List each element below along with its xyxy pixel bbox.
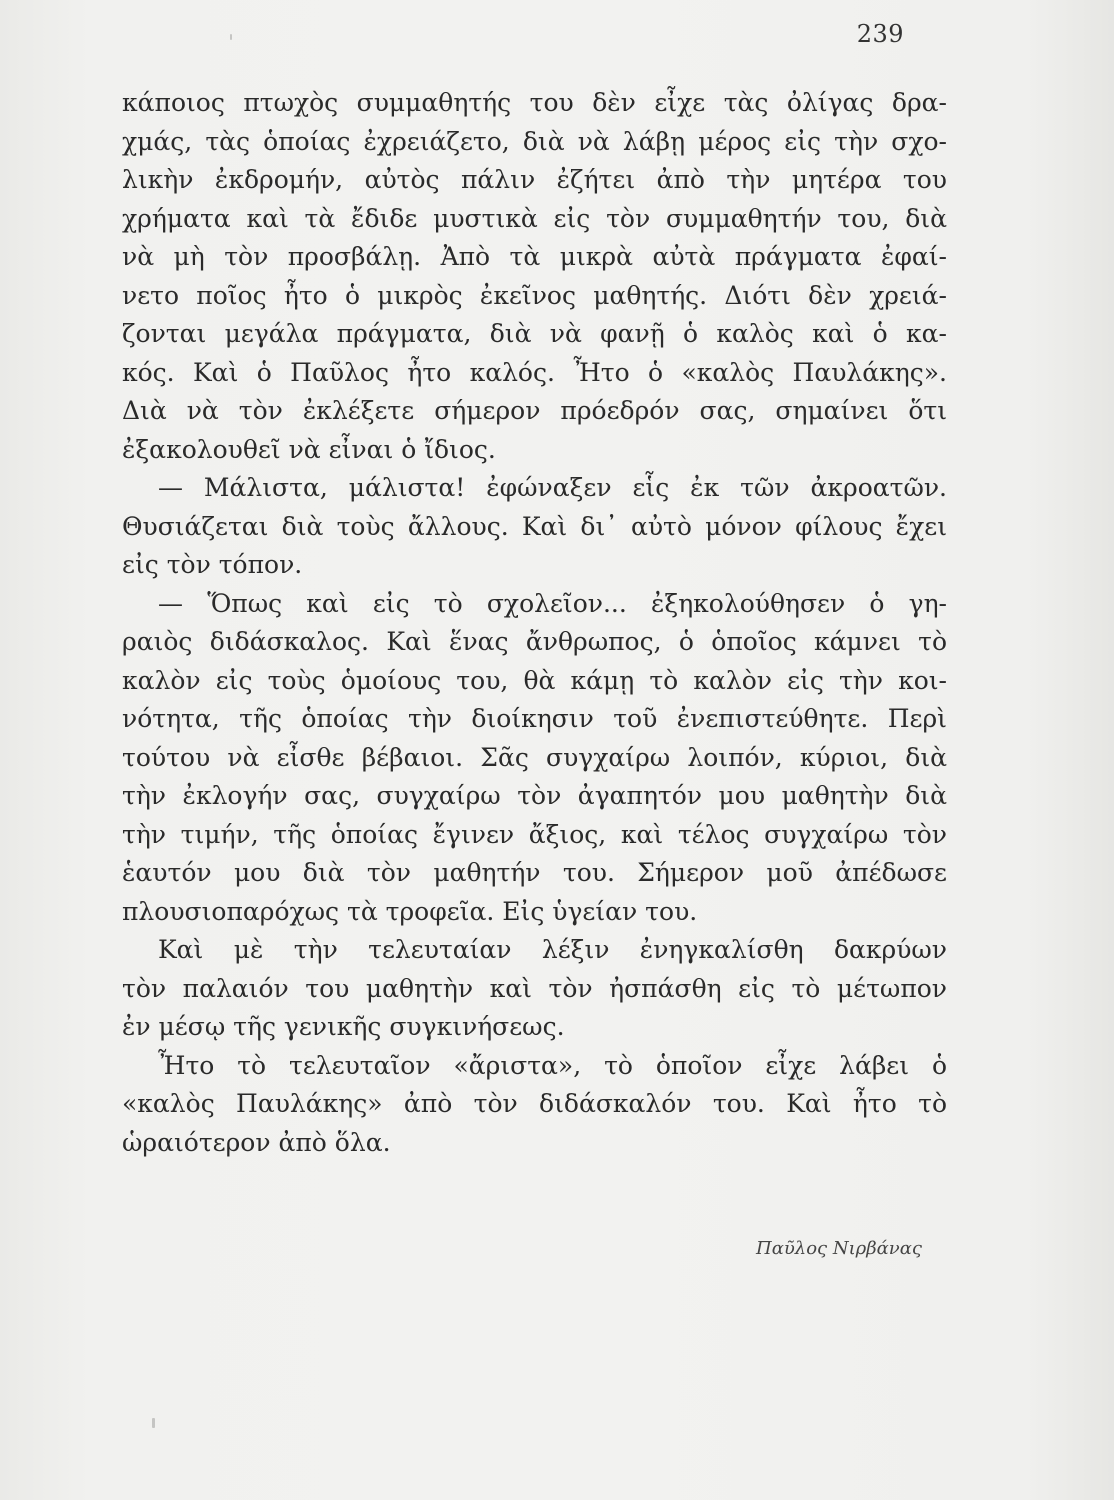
text-line: Ἦτο τὸ τελευταῖον «ἄριστα», τὸ ὁποῖον εἶχε λάβει ὁ: [158, 1050, 947, 1080]
text-line: ἐξακολουθεῖ νὰ εἶναι ὁ ἴδιος.: [122, 434, 496, 464]
text-line: «καλὸς Παυλάκης» ἀπὸ τὸν διδάσκαλόν του. Καὶ ἦτο τὸ: [122, 1089, 947, 1118]
text-line: τὴν ἐκλογήν σας, συγχαίρω τὸν ἀγαπητόν μου μαθητὴν διὰ: [122, 781, 947, 810]
text-line: — Ὅπως καὶ εἰς τὸ σχολεῖον... ἐξηκολούθησεν ὁ γη-: [158, 588, 947, 618]
text-line: νετο ποῖος ἦτο ὁ μικρὸς ἐκεῖνος μαθητής. Διότι δὲν χρειά-: [122, 280, 947, 310]
text-line: νότητα, τῆς ὁποίας τὴν διοίκησιν τοῦ ἐνεπιστεύθητε. Περὶ: [122, 704, 947, 733]
text-line: Θυσιάζεται διὰ τοὺς ἄλλους. Καὶ δι᾽ αὐτὸ μόνον φίλους ἔχει: [122, 511, 947, 541]
body-text: [122, 84, 947, 1162]
text-line: χρήματα καὶ τὰ ἔδιδε μυστικὰ εἰς τὸν συμμαθητήν του, διὰ: [122, 203, 947, 233]
text-line: κός. Καὶ ὁ Παῦλος ἦτο καλός. Ἦτο ὁ «καλὸς Παυλάκης».: [122, 357, 947, 387]
text-line: ἑαυτόν μου διὰ τὸν μαθητήν του. Σήμερον μοῦ ἀπέδωσε: [122, 858, 947, 887]
text-line: λικὴν ἐκδρομήν, αὐτὸς πάλιν ἐζήτει ἀπὸ τὴν μητέρα του: [122, 165, 947, 194]
text-line: τὸν παλαιόν του μαθητὴν καὶ τὸν ἠσπάσθη εἰς τὸ μέτωπον: [122, 973, 947, 1003]
text-line: χμάς, τὰς ὁποίας ἐχρειάζετο, διὰ νὰ λάβῃ μέρος εἰς τὴν σχο-: [122, 126, 947, 156]
scan-speck: [230, 34, 232, 40]
text-line: — Μάλιστα, μάλιστα! ἐφώναξεν εἷς ἐκ τῶν ἀκροατῶν.: [158, 473, 947, 502]
scan-speck: [152, 1418, 155, 1428]
text-line: κάποιος πτωχὸς συμμαθητής του δὲν εἶχε τὰς ὀλίγας δρα-: [122, 88, 947, 117]
text-line: Καὶ μὲ τὴν τελευταίαν λέξιν ἐνηγκαλίσθη δακρύων: [158, 935, 947, 964]
text-line: εἰς τὸν τόπον.: [122, 550, 303, 579]
text-line: καλὸν εἰς τοὺς ὁμοίους του, θὰ κάμῃ τὸ καλὸν εἰς τὴν κοι-: [122, 665, 947, 695]
text-line: ραιὸς διδάσκαλος. Καὶ ἕνας ἄνθρωπος, ὁ ὁποῖος κάμνει τὸ: [122, 627, 947, 656]
text-line: τούτου νὰ εἶσθε βέβαιοι. Σᾶς συγχαίρω λοιπόν, κύριοι, διὰ: [122, 742, 947, 772]
text-line: ἐν μέσῳ τῆς γενικῆς συγκινήσεως.: [122, 1012, 565, 1041]
text-line: ὡραιότερον ἀπὸ ὅλα.: [122, 1127, 391, 1157]
author-signature: Παῦλος Νιρβάνας: [756, 1238, 922, 1259]
text-line: νὰ μὴ τὸν προσβάλῃ. Ἀπὸ τὰ μικρὰ αὐτὰ πράγματα ἐφαί-: [122, 242, 947, 271]
text-line: πλουσιοπαρόχως τὰ τροφεῖα. Εἰς ὑγείαν του.: [122, 896, 698, 926]
text-line: ζονται μεγάλα πράγματα, διὰ νὰ φανῇ ὁ καλὸς καὶ ὁ κα-: [122, 319, 947, 348]
page-number: 239: [856, 20, 904, 48]
text-line: τὴν τιμήν, τῆς ὁποίας ἔγινεν ἄξιος, καὶ τέλος συγχαίρω τὸν: [122, 819, 947, 849]
text-line: Διὰ νὰ τὸν ἐκλέξετε σήμερον πρόεδρόν σας, σημαίνει ὅτι: [122, 396, 947, 425]
